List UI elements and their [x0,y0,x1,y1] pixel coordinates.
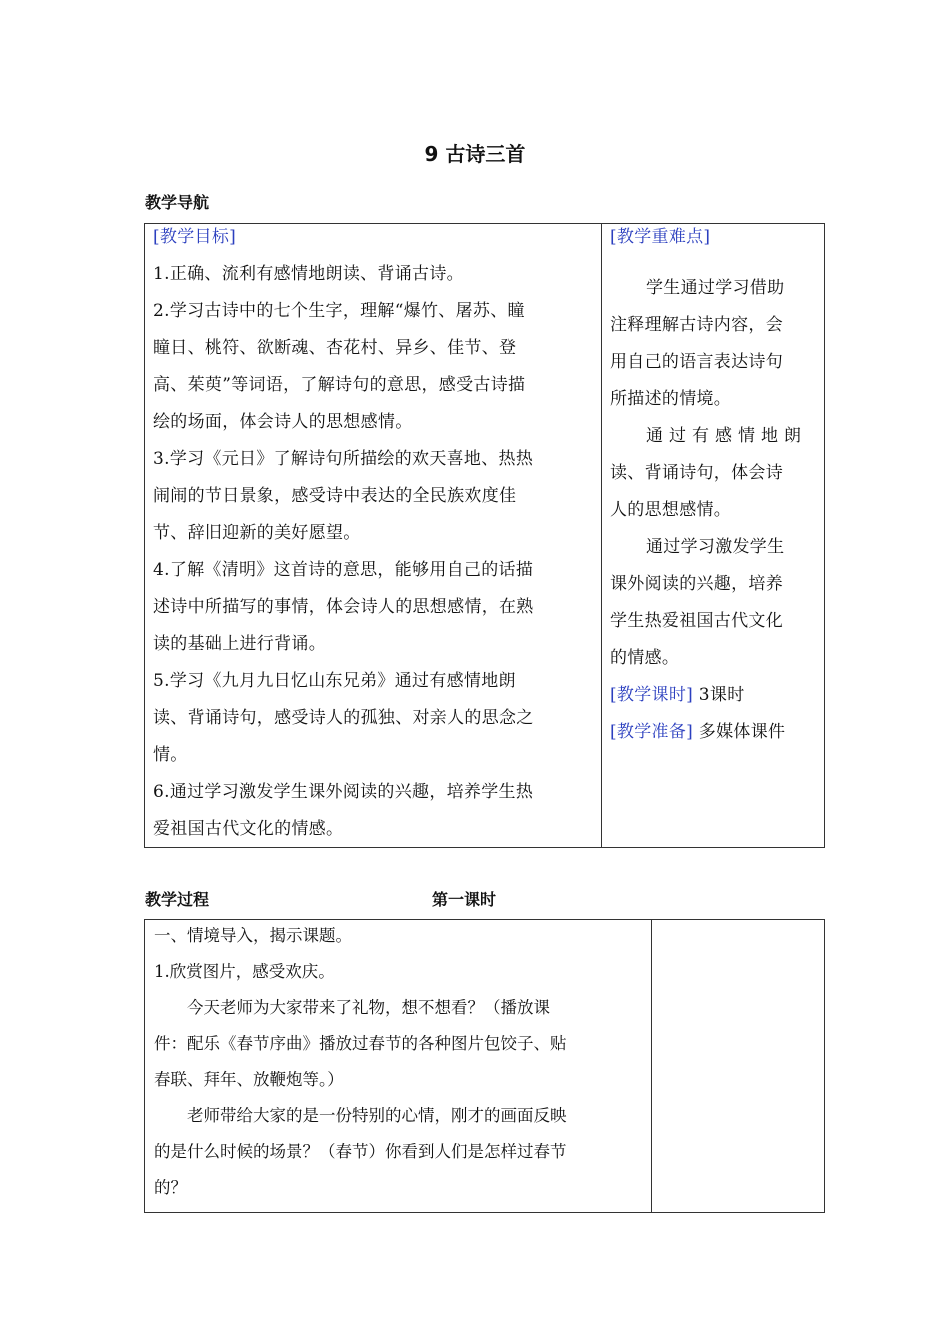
page-title: 9 古诗三首 [424,142,526,166]
nav-heading: 教学导航 [145,193,210,212]
objective-line: 节、辞旧迎新的美好愿望。 [153,523,361,543]
notes-cell [652,920,824,1212]
key-point-line: 注释理解古诗内容，会 [610,315,783,335]
objective-line: 情。 [153,745,188,765]
objective-line: 读、背诵诗句，感受诗人的孤独、对亲人的思念之 [153,708,534,728]
process-line: 1.欣赏图片，感受欢庆。 [154,962,335,981]
objective-line: 述诗中所描写的事情，体会诗人的思想感情，在熟 [153,597,534,617]
key-point-line: 用自己的语言表达诗句 [610,352,783,372]
process-table [144,919,825,1213]
process-line: 一、情境导入，揭示课题。 [154,926,352,945]
lesson-heading: 第一课时 [432,890,497,909]
objective-line: 4.了解《清明》这首诗的意思，能够用自己的话描 [153,560,534,580]
objective-line: 3.学习《元日》了解诗句所描绘的欢天喜地、热热 [153,449,534,469]
teaching-hours [610,677,818,714]
key-point-line: 所描述的情境。 [610,389,732,409]
objective-line: 2.学习古诗中的七个生字，理解“爆竹、屠苏、瞳 [153,301,525,321]
objectives-header: [教学目标] [153,227,237,247]
process-line: 的？ [154,1178,187,1197]
objective-line: 爱祖国古代文化的情感。 [153,819,344,839]
key-point-line: 学生热爱祖国古代文化 [610,611,783,631]
key-point-line: 通过学习激发学生 [646,537,785,557]
key-points-cell [610,224,818,847]
objective-line: 1.正确、流利有感情地朗读、背诵古诗。 [153,264,464,284]
objective-line: 瞳日、桃符、欲断魂、杏花村、异乡、佳节、登 [153,338,517,358]
teaching-hours-label: [教学课时] [610,685,694,705]
teaching-prep-label: [教学准备] [610,722,694,742]
key-point-line: 学生通过学习借助 [646,278,785,298]
key-point-line: 读、背诵诗句，体会诗 [610,463,783,483]
process-heading: 教学过程 [145,890,210,909]
nav-table-divider [601,224,602,847]
process-line: 老师带给大家的是一份特别的心情，刚才的画面反映 [187,1106,567,1125]
teaching-hours-value: 3课时 [698,685,745,705]
key-points-header: [教学重难点] [610,227,711,247]
objective-line: 6.通过学习激发学生课外阅读的兴趣，培养学生热 [153,782,534,802]
objective-line: 绘的场面，体会诗人的思想感情。 [153,412,413,432]
key-point-line: 通过有感情地朗 [646,426,807,446]
teaching-prep [610,714,818,751]
objective-line: 闹闹的节日景象，感受诗中表达的全民族欢度佳 [153,486,517,506]
process-line: 件：配乐《春节序曲》播放过春节的各种图片包饺子、贴 [154,1034,567,1053]
process-line: 今天老师为大家带来了礼物，想不想看？（播放课 [187,998,550,1017]
objective-line: 读的基础上进行背诵。 [153,634,326,654]
objective-line: 5.学习《九月九日忆山东兄弟》通过有感情地朗 [153,671,516,691]
objective-line: 高、茱萸”等词语，了解诗句的意思，感受古诗描 [153,375,526,395]
process-cell [154,920,644,1212]
key-point-line: 的情感。 [610,648,680,668]
key-point-line: 课外阅读的兴趣，培养 [610,574,783,594]
nav-table [144,223,825,848]
objectives-cell [153,224,593,847]
process-line: 春联、拜年、放鞭炮等。） [154,1070,344,1089]
key-point-line: 人的思想感情。 [610,500,732,520]
teaching-prep-value: 多媒体课件 [698,722,786,742]
process-line: 的是什么时候的场景？（春节）你看到人们是怎样过春节 [154,1142,567,1161]
